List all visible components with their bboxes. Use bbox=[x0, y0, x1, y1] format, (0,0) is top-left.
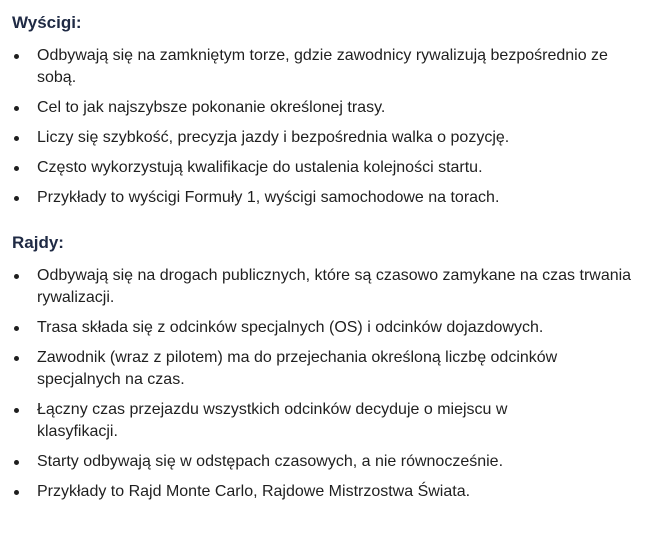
list-item-text: Łączny czas przejazdu wszystkich odcinków decyduje o miejscu w klasyfikacji. bbox=[37, 401, 508, 440]
list-item-text: Odbywają się na zamkniętym torze, gdzie zawodnicy rywalizują bezpośrednio ze sobą. bbox=[37, 47, 608, 86]
list-item-text: Przykłady to Rajd Monte Carlo, Rajdowe Mistrzostwa Świata. bbox=[37, 483, 471, 500]
bullet-icon bbox=[14, 408, 19, 413]
bullet-icon bbox=[14, 54, 19, 59]
bullet-icon bbox=[14, 490, 19, 495]
list-item-text: Starty odbywają się w odstępach czasowych, a nie równocześnie. bbox=[37, 453, 504, 470]
list-item-text: Przykłady to wyścigi Formuły 1, wyścigi samochodowe na torach. bbox=[37, 189, 500, 206]
bullet-icon bbox=[14, 196, 19, 201]
list-item bbox=[12, 187, 652, 209]
list-item-text: Liczy się szybkość, precyzja jazdy i bezpośrednia walka o pozycję. bbox=[37, 129, 510, 146]
bullet-icon bbox=[14, 460, 19, 465]
list-item-text: Cel to jak najszybsze pokonanie określonej trasy. bbox=[37, 99, 386, 116]
list-item-text: Zawodnik (wraz z pilotem) ma do przejechania określoną liczbę odcinków specjalnych na czas. bbox=[37, 349, 558, 388]
list-item bbox=[12, 451, 652, 473]
section-title-rallies: Rajdy: bbox=[12, 233, 64, 252]
list-item bbox=[12, 399, 652, 443]
list-item bbox=[12, 97, 652, 119]
rallies-list bbox=[12, 265, 652, 503]
list-item-text: Często wykorzystują kwalifikacje do ustalenia kolejności startu. bbox=[37, 159, 483, 176]
section-title-races: Wyścigi: bbox=[12, 13, 82, 32]
list-item bbox=[12, 481, 652, 503]
list-item bbox=[12, 317, 652, 339]
bullet-icon bbox=[14, 166, 19, 171]
list-item bbox=[12, 127, 652, 149]
list-item-text: Odbywają się na drogach publicznych, które są czasowo zamykane na czas trwania rywalizacji. bbox=[37, 267, 632, 306]
list-item bbox=[12, 347, 652, 391]
list-item bbox=[12, 265, 652, 309]
bullet-icon bbox=[14, 356, 19, 361]
bullet-icon bbox=[14, 274, 19, 279]
list-item bbox=[12, 45, 652, 89]
list-item bbox=[12, 157, 652, 179]
bullet-icon bbox=[14, 136, 19, 141]
section-races bbox=[12, 12, 652, 217]
races-list bbox=[12, 45, 652, 209]
bullet-icon bbox=[14, 326, 19, 331]
bullet-icon bbox=[14, 106, 19, 111]
list-item-text: Trasa składa się z odcinków specjalnych (OS) i odcinków dojazdowych. bbox=[37, 319, 544, 336]
section-rallies bbox=[12, 232, 652, 511]
